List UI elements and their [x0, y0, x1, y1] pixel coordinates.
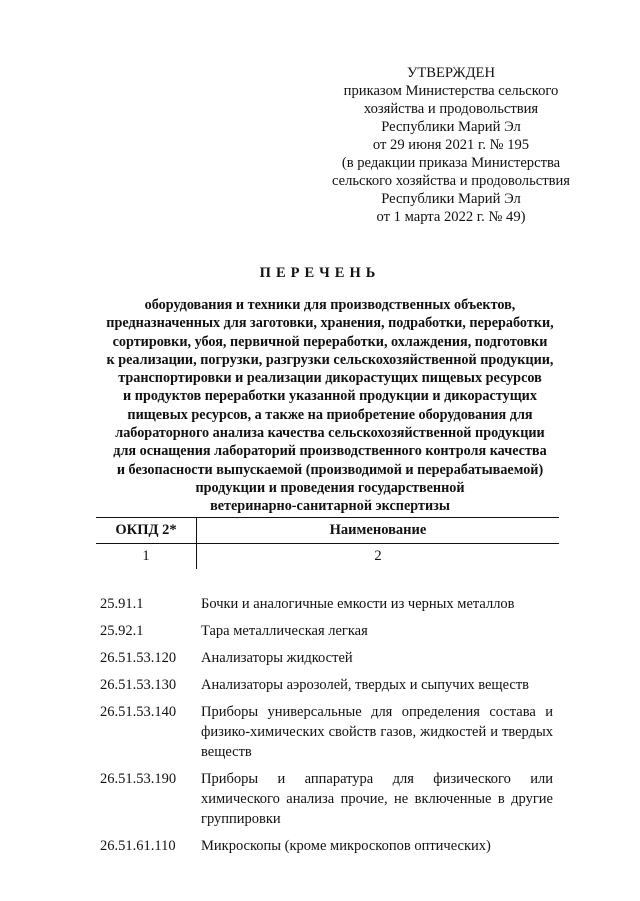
table-row	[100, 675, 560, 695]
approval-line: УТВЕРЖДЕН	[407, 65, 495, 81]
subtitle-line: для оснащения лабораторий производственного контроля качества	[113, 443, 547, 460]
subtitle-line: оборудования и техники для производственных объектов,	[144, 297, 516, 313]
column-number-1: 1	[96, 544, 197, 570]
row-code: 26.51.53.130	[100, 677, 177, 693]
document-title: ПЕРЕЧЕНЬ	[259, 265, 381, 281]
row-name: Приборы универсальные для определения состава и физико-химических свойств газов, жидкостей и твердых веществ	[201, 704, 553, 760]
approval-line: сельского хозяйства и продовольствия	[331, 173, 571, 189]
row-code: 25.92.1	[100, 623, 144, 639]
subtitle-line: ветеринарно-санитарной экспертизы	[210, 498, 450, 515]
table-body	[100, 594, 560, 863]
document-subtitle	[60, 296, 600, 516]
subtitle-line: к реализации, погрузки, разгрузки сельскохозяйственной продукции,	[106, 351, 554, 368]
row-name: Тара металлическая легкая	[201, 623, 368, 639]
approval-line: хозяйства и продовольствия	[363, 101, 539, 117]
table-row	[100, 836, 560, 856]
table-row	[100, 648, 560, 668]
header-okpd: ОКПД 2*	[96, 518, 197, 544]
approval-line: Республики Марий Эл	[381, 119, 521, 135]
subtitle-line: транспортировки и реализации дикорастущих пищевых ресурсов	[118, 370, 542, 387]
row-name: Анализаторы жидкостей	[201, 650, 353, 666]
row-code: 26.51.53.190	[100, 771, 177, 787]
subtitle-line: и продуктов переработки указанной продукции и дикорастущих	[123, 388, 537, 405]
row-code: 26.51.53.140	[100, 704, 177, 720]
row-name: Бочки и аналогичные емкости из черных металлов	[201, 596, 515, 612]
row-code: 25.91.1	[100, 596, 144, 612]
approval-line: от 29 июня 2021 г. № 195	[372, 137, 530, 153]
table-row	[100, 594, 560, 614]
subtitle-line: пищевых ресурсов, а также на приобретение оборудования для	[127, 406, 533, 423]
header-name: Наименование	[197, 518, 560, 544]
row-name: Анализаторы аэрозолей, твердых и сыпучих веществ	[201, 677, 529, 693]
subtitle-line: предназначенных для заготовки, хранения, подработки, переработки,	[106, 315, 554, 332]
subtitle-line: лабораторного анализа качества сельскохозяйственной продукции	[115, 425, 545, 442]
subtitle-line: продукции и проведения государственной	[195, 479, 465, 496]
approval-line: приказом Министерства сельского	[343, 83, 559, 99]
row-code: 26.51.61.110	[100, 838, 176, 854]
subtitle-line: сортировки, убоя, первичной переработки, охлаждения, подготовки	[112, 333, 548, 350]
subtitle-line: и безопасности выпускаемой (производимой и перерабатываемой)	[116, 461, 544, 478]
row-name: Микроскопы (кроме микроскопов оптических)	[201, 838, 491, 854]
approval-line: Республики Марий Эл	[381, 191, 521, 207]
table-row	[100, 702, 560, 762]
table-header	[96, 517, 559, 569]
approval-stamp	[320, 64, 582, 226]
approval-line: от 1 марта 2022 г. № 49)	[376, 209, 526, 225]
approval-line: (в редакции приказа Министерства	[341, 155, 561, 171]
row-name: Приборы и аппаратура для физического или химического анализа прочие, не включенные в другие группировки	[201, 771, 553, 827]
table-row	[100, 621, 560, 641]
row-code: 26.51.53.120	[100, 650, 177, 666]
table-row	[100, 769, 560, 829]
column-number-2: 2	[197, 544, 560, 570]
